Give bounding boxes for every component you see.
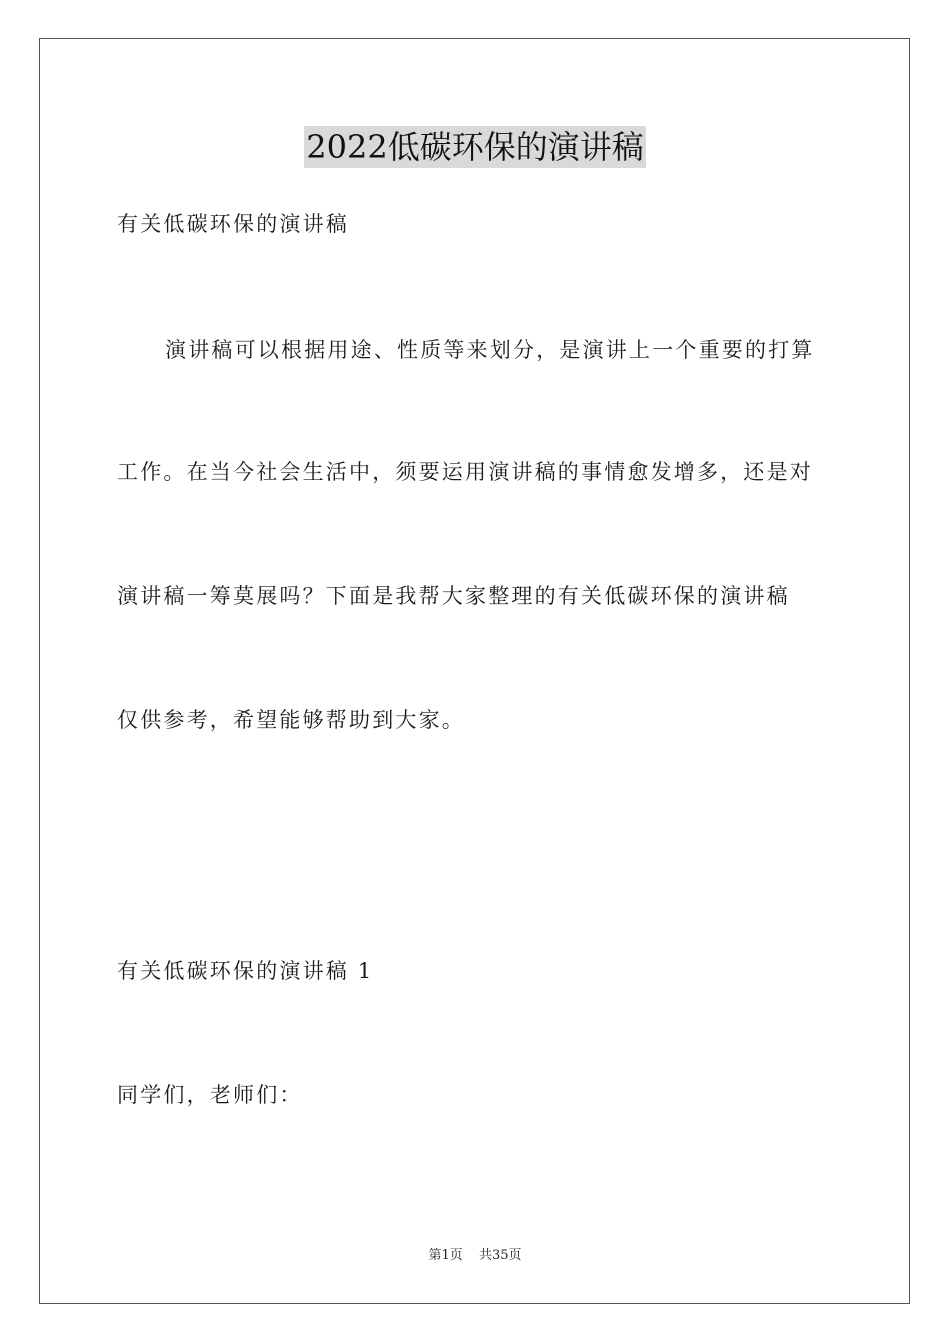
intro-line-4: 仅供参考，希望能够帮助到大家。 bbox=[117, 708, 465, 732]
intro-line-1: 演讲稿可以根据用途、性质等来划分，是演讲上一个重要的打算 bbox=[165, 338, 815, 362]
intro-line-2: 工作。在当今社会生活中，须要运用演讲稿的事情愈发增多，还是对 bbox=[117, 460, 813, 484]
intro-line-3: 演讲稿一筹莫展吗？下面是我帮大家整理的有关低碳环保的演讲稿 bbox=[117, 584, 790, 608]
title-container bbox=[0, 126, 950, 168]
page-number-total: 共35页 bbox=[478, 1248, 522, 1263]
section-heading: 有关低碳环保的演讲稿 1 bbox=[117, 959, 374, 983]
document-subtitle: 有关低碳环保的演讲稿 bbox=[117, 212, 349, 236]
document-title: 2022低碳环保的演讲稿 bbox=[306, 128, 644, 166]
page-footer bbox=[0, 1247, 950, 1265]
page-number-current: 第1页 bbox=[428, 1248, 463, 1263]
salutation: 同学们，老师们： bbox=[117, 1083, 303, 1107]
